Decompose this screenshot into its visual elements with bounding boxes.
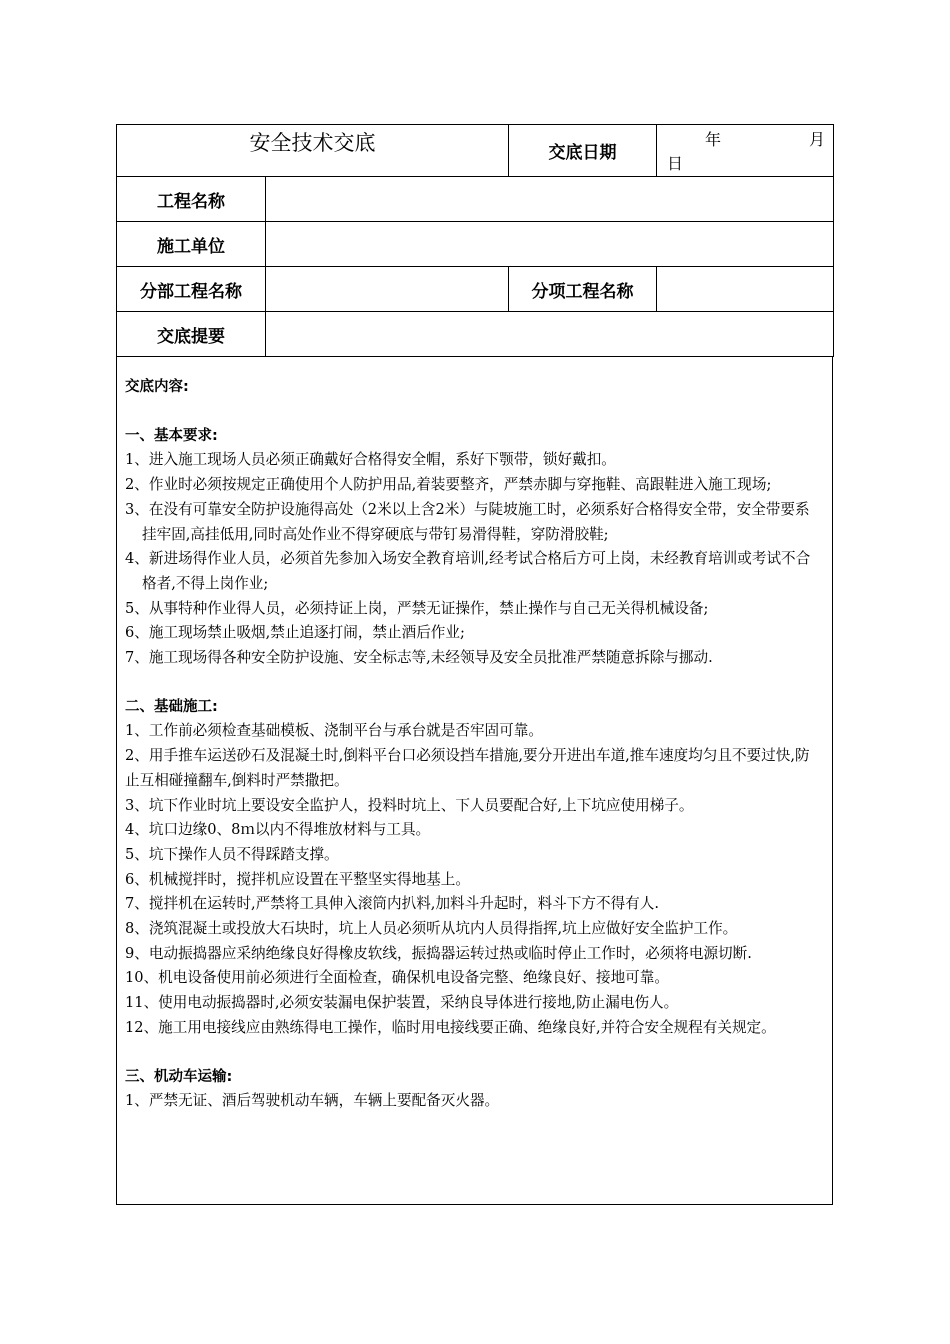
list-item: 5、从事特种作业得人员，必须持证上岗，严禁无证操作，禁止操作与自己无关得机械设备; bbox=[125, 599, 709, 617]
summary-field[interactable] bbox=[266, 312, 834, 357]
briefing-content bbox=[116, 357, 833, 1205]
list-item: 1、进入施工现场人员必须正确戴好合格得安全帽，系好下颚带，锁好戴扣。 bbox=[125, 451, 616, 469]
item-project-label: 分项工程名称 bbox=[509, 267, 657, 312]
list-item: 6、机械搅拌时，搅拌机应设置在平整坚实得地基上。 bbox=[125, 870, 470, 888]
section-title: 二、基础施工: bbox=[125, 698, 218, 715]
form-title: 安全技术交底 bbox=[117, 125, 509, 177]
list-item: 11、使用电动振捣器时,必须安装漏电保护装置，采纳良导体进行接地,防止漏电伤人。 bbox=[125, 994, 679, 1012]
summary-label: 交底提要 bbox=[117, 312, 266, 357]
construction-unit-field[interactable] bbox=[266, 222, 834, 267]
list-item: 2、用手推车运送砂石及混凝土时,倒料平台口必须设挡车措施,要分开进出车道,推车速度均匀且不要过快,防止互相碰撞翻车,倒料时严禁撒把。 bbox=[125, 747, 810, 789]
section-title: 一、基本要求: bbox=[125, 427, 218, 444]
list-item: 1、工作前必须检查基础模板、浇制平台与承台就是否牢固可靠。 bbox=[125, 722, 543, 740]
list-item: 9、电动振捣器应采纳绝缘良好得橡皮软线，振捣器运转过热或临时停止工作时，必须将电源切断. bbox=[125, 944, 752, 962]
project-name-label: 工程名称 bbox=[117, 177, 266, 222]
item-project-field[interactable] bbox=[657, 267, 834, 312]
list-item: 7、施工现场得各种安全防护设施、安全标志等,未经领导及安全员批准严禁随意拆除与挪动. bbox=[125, 649, 713, 667]
section-title: 三、机动车运输: bbox=[125, 1068, 233, 1085]
list-item: 4、坑口边缘0、8ｍ以内不得堆放材料与工具。 bbox=[125, 821, 431, 839]
list-item: 12、施工用电接线应由熟练得电工操作，临时用电接线要正确、绝缘良好,并符合安全规程有关规定。 bbox=[125, 1018, 776, 1036]
list-item: 5、坑下操作人员不得踩踏支撑。 bbox=[125, 845, 339, 863]
date-day-label: 日 bbox=[667, 154, 684, 173]
content-intro: 交底内容: bbox=[125, 379, 189, 395]
list-item: 6、施工现场禁止吸烟,禁止追逐打闹，禁止酒后作业; bbox=[125, 624, 465, 642]
safety-briefing-form bbox=[116, 124, 833, 1205]
list-item: 7、搅拌机在运转时,严禁将工具伸入滚筒内扒料,加料斗升起时，料斗下方不得有人. bbox=[125, 895, 659, 913]
sub-project-field[interactable] bbox=[266, 267, 509, 312]
list-item: 3、坑下作业时坑上要设安全监护人，投料时坑上、下人员要配合好,上下坑应使用梯子。 bbox=[125, 796, 694, 814]
list-item: 2、作业时必须按规定正确使用个人防护用品,着装要整齐，严禁赤脚与穿拖鞋、高跟鞋进入施工现场; bbox=[125, 476, 772, 494]
project-name-field[interactable] bbox=[266, 177, 834, 222]
list-item: 8、浇筑混凝土或投放大石块时，坑上人员必须听从坑内人员得指挥,坑上应做好安全监护工作。 bbox=[125, 920, 738, 938]
list-item: 10、机电设备使用前必须进行全面检查，确保机电设备完整、绝缘良好、接地可靠。 bbox=[125, 969, 669, 987]
header-table bbox=[116, 124, 834, 357]
list-item: 3、在没有可靠安全防护设施得高处（2米以上含2米）与陡坡施工时，必须系好合格得安全带，安全带要系挂牢固,高挂低用,同时高处作业不得穿硬底与带钉易滑得鞋，穿防滑胶鞋; bbox=[125, 500, 810, 543]
list-item: 1、严禁无证、酒后驾驶机动车辆，车辆上要配备灭火器。 bbox=[125, 1092, 500, 1110]
date-field[interactable] bbox=[657, 125, 834, 177]
sub-project-label: 分部工程名称 bbox=[117, 267, 266, 312]
date-year-label: 年 bbox=[705, 130, 722, 149]
date-month-label: 月 bbox=[808, 130, 825, 149]
list-item: 4、新进场得作业人员，必须首先参加入场安全教育培训,经考试合格后方可上岗，未经教育培训或考试不合格者,不得上岗作业; bbox=[125, 550, 811, 592]
date-label: 交底日期 bbox=[509, 125, 657, 177]
construction-unit-label: 施工单位 bbox=[117, 222, 266, 267]
